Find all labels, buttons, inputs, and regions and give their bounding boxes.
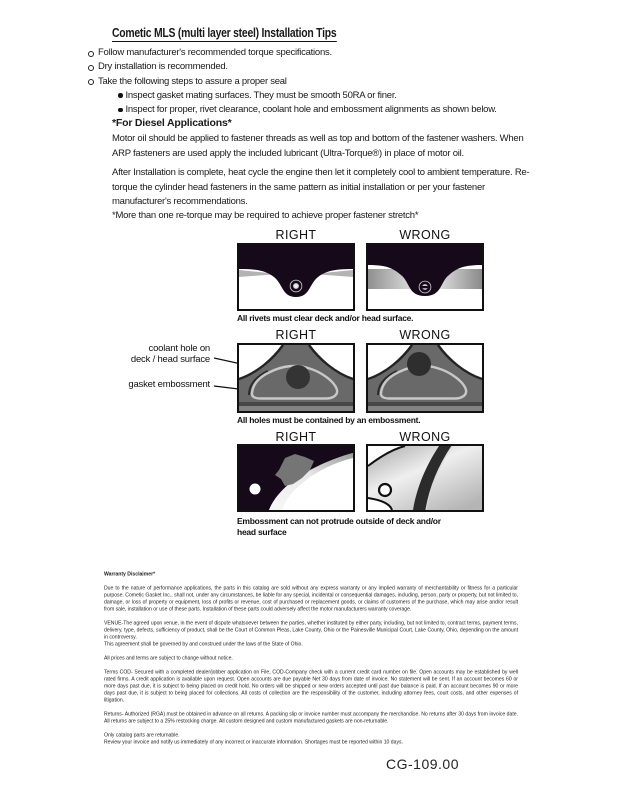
terms-cod-paragraph: Terms COD- Secured with a completed dealer/jobber application on File, COD-Company check with a current credit card number on file. Open accounts may be established by well rated firms. A credit application is available upon request. Open accounts are due payable Net 30 days from date of invoice. No statement will be sent. If an account becomes 60 or more days past due, it is subject to being placed on credit hold. No orders will be shipped or new orders accepted until past due balance is paid. If an account becomes 90 or more days past due, it is subject to being placed for collections. All costs of collection are the responsibility of the customer, including attorney fees, court costs, and other expenses of litigation. xyxy=(104,669,518,703)
diagram-row3-right-image xyxy=(237,444,355,512)
list-item xyxy=(88,89,558,103)
row3-right-label: RIGHT xyxy=(275,430,317,444)
annotation-line2: deck / head surface xyxy=(130,354,210,365)
diesel-heading: *For Diesel Applications* xyxy=(112,117,232,129)
list-item xyxy=(88,60,558,74)
list-item xyxy=(88,103,558,117)
row1-wrong-label: WRONG xyxy=(399,228,451,242)
row1-caption: All rivets must clear deck and/or head surface. xyxy=(237,313,414,323)
only-catalog-line: Only catalog parts are returnable. xyxy=(104,732,180,738)
row1-right-label: RIGHT xyxy=(275,228,317,242)
gasket-embossment-annotation: gasket embossment xyxy=(128,379,210,390)
page-title: Cometic MLS (multi layer steel) Installation Tips xyxy=(112,25,337,40)
diagram-row2-right-image xyxy=(237,343,355,413)
row3-caption: Embossment can not protrude outside of deck and/or head surface xyxy=(237,516,441,537)
row2-right-label: RIGHT xyxy=(275,328,317,342)
venue-paragraph: VENUE-The agreed upon venue, in the event of dispute whatsoever between the parties, whether instituted by either party, including, but not limited to, contract terms, payment terms, delivery, type, defects, sufficiency of product, shall be the Court of Common Pleas, Lake County, Ohio or the Painesville Municipal Court, Lake County, Ohio, depending on the amount in controversy. xyxy=(104,620,518,640)
install-tips-list xyxy=(88,46,558,117)
diagram-row2-wrong-image xyxy=(366,343,484,413)
paragraph-motor-oil: Motor oil should be applied to fastener threads as well as top and bottom of the fastener washers. When ARP fasteners are used apply the included lubricant (Ultra-Torque®) in place of motor oil. xyxy=(112,133,524,159)
diagram-row3-wrong-image xyxy=(366,444,484,512)
list-item xyxy=(88,75,558,89)
legal-section xyxy=(104,571,518,751)
row2-caption: All holes must be contained by an embossment. xyxy=(237,415,421,425)
governing-law-line: This agreement shall be governed by and construed under the laws of the State of Ohio. xyxy=(104,641,303,647)
dot-bullet-icon xyxy=(118,108,123,113)
annotation-line1: coolant hole on xyxy=(148,343,210,354)
circle-bullet-icon xyxy=(88,51,94,57)
circle-bullet-icon xyxy=(88,65,94,71)
diagram-row1-wrong-image xyxy=(366,243,484,311)
list-item-text: Inspect for proper, rivet clearance, coolant hole and embossment alignments as shown below. xyxy=(125,104,497,116)
warranty-paragraph: Due to the nature of performance applications, the parts in this catalog are sold without any express warranty or any implied warranty of merchantability or fitness for a particular purpose. Cometic Gasket Inc., shall not, under any circumstances, be liable for any special, incidental or consequential damages, including, person, party or property, but not limited to, damage, or loss of property or equipment, loss of profits or revenue, cost of purchased or replacement goods, or claims of customers of the purchase, which may arise and/or result from sale, installation or use of these parts. Installation of these parts could adversely affect the motor manufacturers warranty coverage. xyxy=(104,585,518,612)
prices-line: All prices and terms are subject to change without notice. xyxy=(104,655,233,661)
returns-paragraph: Returns- Authorized (RGA) must be obtained in advance on all returns. A packing slip or invoice number must accompany the merchandise. No returns after 30 days from invoice date. All returns are subject to a 25% restocking charge. All custom designed and custom manufactured gaskets are non-returnable. xyxy=(104,711,518,724)
list-item-text: Inspect gasket mating surfaces. They must be smooth 50RA or finer. xyxy=(125,89,397,101)
coolant-hole-annotation xyxy=(98,343,210,365)
circle-bullet-icon xyxy=(88,79,94,85)
paragraph-retorque-note: *More than one re-torque may be required to achieve proper fastener stretch* xyxy=(112,210,419,221)
diagram-row1-right-image xyxy=(237,243,355,311)
paragraph-heat-cycle: After Installation is complete, heat cycle the engine then let it completely cool to ambient temperature. Re-torque the cylinder head fasteners in the same pattern as initial installation or per your fastener manufacturer's recommendations. xyxy=(112,167,530,207)
row2-wrong-label: WRONG xyxy=(399,328,451,342)
warranty-disclaimer-heading: Warranty Disclaimer* xyxy=(104,571,156,577)
row3-wrong-label: WRONG xyxy=(399,430,451,444)
review-invoice-line: Review your invoice and notify us immediately of any incorrect or inaccurate information. Shortages must be reported within 10 days. xyxy=(104,739,403,745)
dot-bullet-icon xyxy=(118,93,123,98)
list-item-text: Dry installation is recommended. xyxy=(98,61,228,73)
list-item-text: Follow manufacturer's recommended torque specifications. xyxy=(98,47,332,58)
page-code: CG-109.00 xyxy=(386,756,459,772)
list-item-text: Take the following steps to assure a proper seal xyxy=(98,75,287,87)
list-item xyxy=(88,46,558,60)
